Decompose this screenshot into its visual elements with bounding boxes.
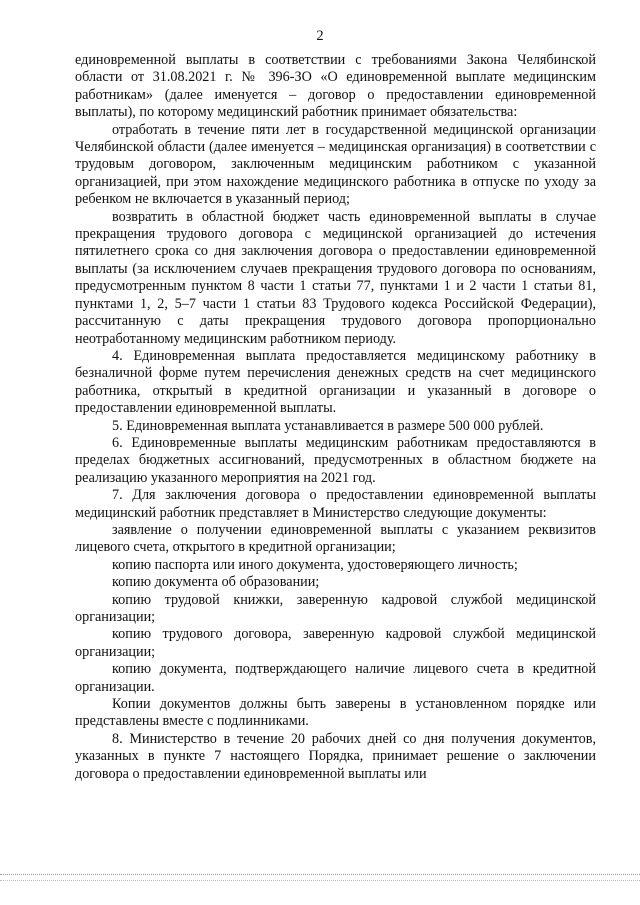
paragraph-item-4: 4. Единовременная выплата предоставляется медицинскому работнику в безналичной форме путем перечисления денежных средств на счет медицинского работника, открытый в кредитной организации и указанный в договоре о предоставлении единовременной выплаты. <box>75 347 596 417</box>
paragraph-item-5: 5. Единовременная выплата устанавливается в размере 500 000 рублей. <box>112 417 544 434</box>
scan-artifact-line <box>0 874 640 875</box>
paragraph-continuation: единовременной выплаты в соответствии с требованиями Закона Челябинской области от 31.08.2021 г. № 396-ЗО «О единовременной выплате медицинским работникам» (далее именуется – договор о предоставлении единовременной выплаты), по которому медицинский работник принимает обязательства: <box>75 52 596 121</box>
paragraph-item-8: 8. Министерство в течение 20 рабочих дней со дня получения документов, указанных в пункте 7 настоящего Порядка, принимает решение о заключении договора о предоставлении единовременной выплаты или <box>75 730 596 782</box>
list-item-education: копию документа об образовании; <box>112 574 320 591</box>
list-item-application: заявление о получении единовременной выплаты с указанием реквизитов лицевого счета, открытого в кредитной организации; <box>75 521 596 556</box>
list-item-employment-book: копию трудовой книжки, заверенную кадровой службой медицинской организации; <box>75 591 596 625</box>
paragraph-item-6: 6. Единовременные выплаты медицинским работникам предоставляются в пределах бюджетных ассигнований, предусмотренных в областном бюджете на реализацию указанного мероприятия на 2021 год. <box>75 434 596 486</box>
paragraph-item-7: 7. Для заключения договора о предоставлении единовременной выплаты медицинский работник представляет в Министерство следующие документы: <box>75 487 596 521</box>
paragraph-obligation-return: возвратить в областной бюджет часть единовременной выплаты в случае прекращения трудового договора с медицинской организацией до истечения пятилетнего срока со дня заключения договора о предоставлении единовременной выплаты (за исключением случаев прекращения трудового договора по основаниям, предусмотренным пунктом 8 части 1 статьи 77, пунктами 1 и 2 части 1 статьи 81, пунктами 1, 2, 5–7 части 1 статьи 83 Трудового кодекса Российской Федерации), рассчитанную с даты прекращения трудового договора пропорционально неотработанному медицинским работником периоду. <box>75 208 596 347</box>
paragraph-obligation-work: отработать в течение пяти лет в государственной медицинской организации Челябинской области (далее именуется – медицинская организация) в соответствии с трудовым договором, заключенным медицинским работником с указанной организацией, при этом нахождение медицинского работника в отпуске по уходу за ребенком не включается в указанный период; <box>75 121 596 208</box>
scan-artifact-line <box>0 880 640 881</box>
list-item-employment-contract: копию трудового договора, заверенную кадровой службой медицинской организации; <box>75 626 596 660</box>
list-item-account-document: копию документа, подтверждающего наличие лицевого счета в кредитной организации. <box>75 661 596 695</box>
page-number: 2 <box>316 28 324 44</box>
paragraph-copies-note: Копии документов должны быть заверены в установленном порядке или представлены вместе с подлинниками. <box>75 696 596 730</box>
list-item-passport: копию паспорта или иного документа, удостоверяющего личность; <box>112 556 518 573</box>
document-body <box>75 52 596 783</box>
